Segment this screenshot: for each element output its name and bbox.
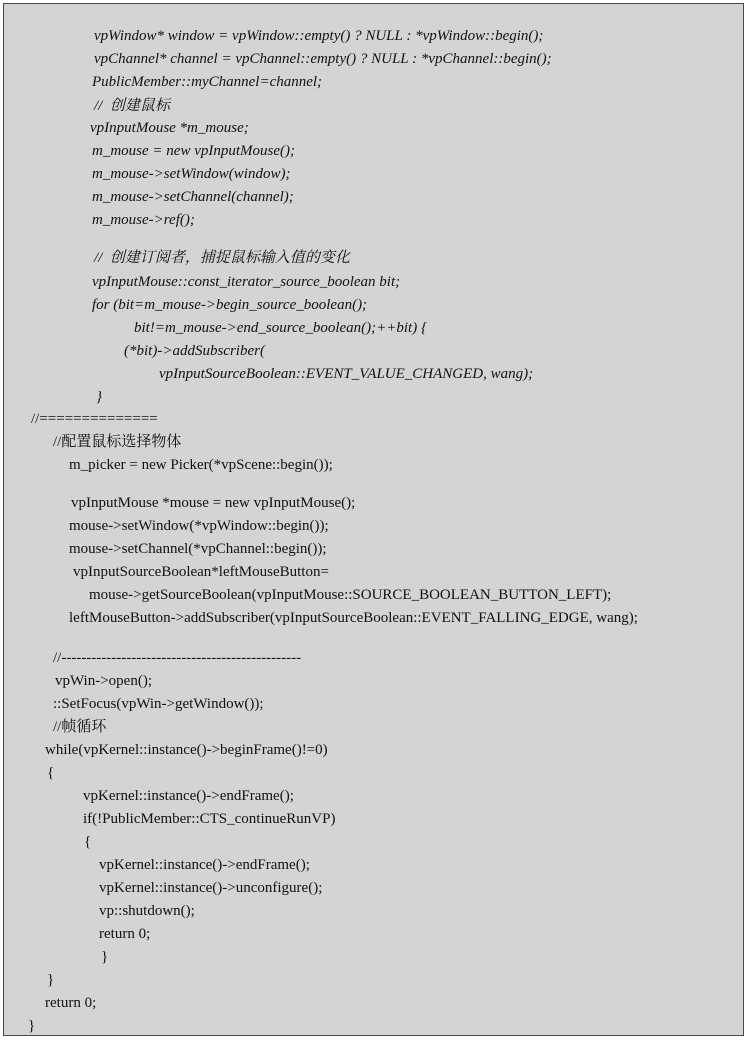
code-line: vpKernel::instance()->endFrame(); — [83, 788, 294, 804]
code-line: m_mouse->ref(); — [92, 212, 195, 228]
code-line: { — [47, 765, 55, 781]
code-line: vpInputSourceBoolean::EVENT_VALUE_CHANGED, wang); — [159, 366, 534, 382]
code-comment: //------------------------------------------------ — [53, 650, 302, 666]
code-line: m_picker = new Picker(*vpScene::begin()); — [69, 457, 333, 473]
code-comment: //============== — [31, 411, 158, 427]
code-line: vp::shutdown(); — [99, 903, 195, 919]
code-line: vpInputMouse *mouse = new vpInputMouse(); — [71, 495, 356, 511]
code-line: vpKernel::instance()->unconfigure(); — [99, 880, 323, 896]
code-comment: //配置鼠标选择物体 — [53, 434, 182, 450]
code-line: { — [84, 834, 92, 850]
code-line: mouse->getSourceBoolean(vpInputMouse::SOURCE_BOOLEAN_BUTTON_LEFT); — [89, 587, 612, 603]
code-line: m_mouse = new vpInputMouse(); — [92, 143, 295, 159]
code-line: ::SetFocus(vpWin->getWindow()); — [53, 696, 264, 712]
code-line: vpWin->open(); — [55, 673, 152, 689]
code-listing — [3, 3, 744, 1036]
code-line: for (bit=m_mouse->begin_source_boolean(); — [92, 297, 368, 313]
code-line: } — [96, 389, 102, 405]
code-line: while(vpKernel::instance()->beginFrame()!=0) — [45, 742, 328, 758]
code-line: mouse->setChannel(*vpChannel::begin()); — [69, 541, 327, 557]
code-line: } — [47, 972, 55, 988]
code-comment: // 创建订阅者，捕捉鼠标输入值的变化 — [94, 250, 350, 266]
code-line: return 0; — [45, 995, 97, 1011]
code-line: bit!=m_mouse->end_source_boolean();++bit) { — [134, 320, 427, 336]
code-comment: //帧循环 — [53, 719, 107, 735]
code-line: } — [101, 949, 109, 965]
code-line: m_mouse->setChannel(channel); — [92, 189, 294, 205]
code-line: vpChannel* channel = vpChannel::empty() ? NULL : *vpChannel::begin(); — [94, 51, 552, 67]
code-line: m_mouse->setWindow(window); — [92, 166, 291, 182]
code-line: PublicMember::myChannel=channel; — [92, 74, 323, 90]
code-comment: // 创建鼠标 — [94, 98, 170, 114]
code-line: vpInputMouse *m_mouse; — [90, 120, 249, 136]
code-line: vpWindow* window = vpWindow::empty() ? NULL : *vpWindow::begin(); — [94, 28, 544, 44]
code-line: leftMouseButton->addSubscriber(vpInputSourceBoolean::EVENT_FALLING_EDGE, wang); — [69, 610, 638, 626]
code-line: if(!PublicMember::CTS_continueRunVP) — [83, 811, 336, 827]
code-line: vpInputMouse::const_iterator_source_boolean bit; — [92, 274, 401, 290]
code-line: (*bit)->addSubscriber( — [124, 343, 265, 359]
code-line: mouse->setWindow(*vpWindow::begin()); — [69, 518, 329, 534]
code-line: return 0; — [99, 926, 151, 942]
code-line: vpInputSourceBoolean*leftMouseButton= — [73, 564, 329, 580]
code-line: } — [28, 1018, 36, 1034]
code-line: vpKernel::instance()->endFrame(); — [99, 857, 310, 873]
